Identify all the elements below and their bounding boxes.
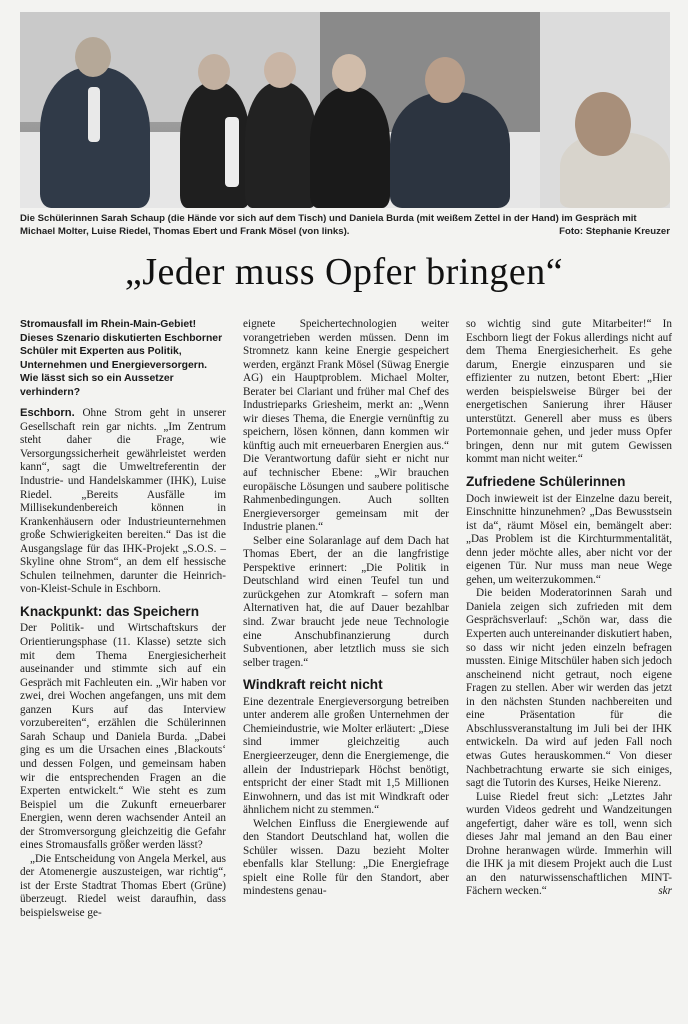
person-5: [390, 92, 510, 208]
paragraph: Welchen Einfluss die Energiewende auf den Standort Deutschland hat, wollen die Schüler wissen. Dazu bezieht Molter ebenfalls klar Stellung: „Die Energiefrage spielt eine Rolle für den Standort, aber mindestens genau-: [243, 817, 449, 898]
person-3: [245, 82, 317, 208]
subheading: Knackpunkt: das Speichern: [20, 603, 200, 619]
paragraph: eignete Speichertechnologien weiter vorangetrieben werden müssen. Denn im Stromnetz kann keine Energie gespeichert werden, ergänzt Frank Mösel (Süwag Energie AG) ein Hauptproblem. Michael Molter, Berater bei Clariant und früher mal Chef des Industrieparks Griesheim, merkt an: „Wenn wir dieses Thema, die Energie vernünftig zu speichern, lösen können, dann kommen wir künftig auch mit erneuerbaren Energien aus.“ Die Verantwortung dafür sieht er nicht nur auf technischer Ebene: „Wir brauchen europäische Lösungen und saubere politische Rahmenbedingungen. Auch sollten Energieversorger gemeinsam mit der Industrie planen.“: [243, 318, 449, 534]
caption-text: Die Schülerinnen Sarah Schaup (die Hände vor sich auf dem Tisch) und Daniela Burda (mit weißem Zettel in der Hand) im Gespräch mit Michael Molter, Luise Riedel, Thomas Ebert und Frank Mösel (von links).: [20, 213, 637, 237]
author-signature: skr: [658, 885, 672, 898]
headline: „Jeder muss Opfer bringen“: [124, 251, 564, 293]
column-1: [20, 318, 226, 921]
paragraph: Die beiden Moderatorinnen Sarah und Daniela zeigen sich zufrieden mit dem Gesprächsverlauf: „Schön war, dass die Experten auch untereinander diskutiert haben, so dass wir nicht jeden einzeln befragen mussten. Einige Mitschüler haben sich jedoch anscheinend nicht getraut, noch eigene Fragen zu stellen. Aber wir werden das jetzt in den nächsten Stunden nachbereiten und eine Präsentation für die Abschlussveranstaltung im Juli bei der IHK entwickeln. Da wird auf jeden Fall noch etwas Gutes herauskommen.“ Von dieser Nachbetrachtung erwarte sie sich einiges, sagt die Tutorin des Kurses, Heike Nierenz.: [466, 587, 672, 790]
paragraph: [466, 791, 672, 899]
person-3-head: [264, 52, 296, 88]
subheading: Zufriedene Schülerinnen: [466, 474, 626, 490]
dateline: Eschborn.: [20, 407, 75, 420]
paragraph: so wichtig sind gute Mitarbeiter!“ In Eschborn liegt der Fokus allerdings nicht auf dem Thema Energiesicherheit. Es gehe darum, Energie einzusparen und sie effizienter zu nutzen, betont Ebert: „Hier werden beispielsweise Bürger bei der energetischen Sanierung ihrer Häuser unterstützt. Generell aber muss es übers Portemonnaie gehen, und jeder muss Opfer bringen, denn nur mit gutem Gewissen kommt man nicht weiter.“: [466, 318, 672, 466]
person-2-head: [198, 54, 230, 90]
water-bottle-1: [88, 87, 100, 142]
paragraph: Selber eine Solaranlage auf dem Dach hat Thomas Ebert, der an die langfristige Perspektive erinnert: „Die Politik in Deutschland wird einen Teufel tun und zurückgehen zur Atomkraft – sofern man Alternativen hat, die auf Dauer bezahlbar sind. Zwar braucht jede neue Technologie eine Anschubfinanzierung durch Subventionen, aber letztlich muss sie sich selber tragen.“: [243, 534, 449, 669]
paragraph-text: Luise Riedel freut sich: „Letztes Jahr wurden Videos gedreht und Wandzeitungen angefertigt, daher wäre es toll, wenn sich dieses Jahr mal jemand an den Bau einer Drohne heranwagen würde. Immerhin will die IHK ja mit diesem Projekt auch die Lust an den naturwissenschaftlichen MINT-Fächern wecken.“: [466, 790, 672, 898]
paragraph-text: Ohne Strom geht in unserer Gesellschaft rein gar nichts. „Im Zentrum steht daher die Frage, wie Versorgungssicherheit gewährleistet werden kann“, sagt die Umweltreferentin der Industrie- und Handelskammer (IHK), Luise Riedel. „Bereits Ausfälle im Millisekundenbereich können in Krankenhäusern oder Industrieunternehmen große Schwierigkeiten bereiten.“ Das ist die Ausgangslage für das IHK-Projekt „S.O.S. – Skyline ohne Strom“, an dem elf hessische Schulen teilnehmen, darunter die Heinrich-von-Kleist-Schule in Eschborn.: [20, 407, 226, 596]
person-right-head: [575, 92, 631, 156]
person-4: [310, 87, 390, 208]
person-2: [180, 82, 250, 208]
water-bottle-2: [225, 117, 239, 187]
article-photo: [20, 12, 670, 208]
person-5-head: [425, 57, 465, 103]
person-4-head: [332, 54, 366, 92]
paragraph: „Die Entscheidung von Angela Merkel, aus der Atomenergie auszusteigen, war richtig“, ist der Erste Stadtrat Thomas Ebert (Grüne) überzeugt. Riedel weist daraufhin, dass beispielsweise ge-: [20, 852, 226, 919]
paragraph: Eine dezentrale Energieversorgung betreiben unter anderem alle großen Unternehmen der Chemieindustrie, wie Molter erläutert: „Diese sind immer gleichzeitig auch Energieerzeuger, denn die Energiemenge, die allein der Industriepark Höchst benötigt, entspricht der einer Stadt mit 1,5 Millionen Einwohnern, und das ist mit Windkraft oder ähnlichem nicht zu stemmen.“: [243, 695, 449, 817]
column-2: [243, 318, 449, 899]
person-left-head: [75, 37, 111, 77]
paragraph: Doch inwieweit ist der Einzelne dazu bereit, Einschnitte hinzunehmen? „Das Bewusstsein ist da“, räumt Mösel ein, bemängelt aber: „Das Problem ist die Kirchturmmentalität, denn jeder möchte alles, aber nicht vor der eigenen Tür. Nur muss man neue Wege gehen, um weiterzukommen.“: [466, 492, 672, 586]
subheading: Windkraft reicht nicht: [243, 677, 383, 693]
photo-credit: Foto: Stephanie Kreuzer: [559, 226, 670, 237]
paragraph: Der Politik- und Wirtschaftskurs der Orientierungsphase (11. Klasse) setzte sich mit dem Thema Energiesicherheit auseinander und stimmte sich auf ein Gespräch mit Fachleuten ein. „Wir haben vor zwei, drei Wochen angefangen, uns mit dem ganzen Kurs auf das Interview vorzubereiten“, erzählen die Schülerinnen Sarah Schaup und Daniela Burda. „Dabei ging es um die Ursachen eines ‚Blackouts‘ und dessen Folgen, und gemeinsam haben wir die entsprechenden Fragen an die Experten entwickelt.“ Wie steht es zum Beispiel um die Zukunft erneuerbarer Energien, wenn deren wachsender Anteil an der Stromversorgung gleichzeitig die Gefahr eines Stromausfalls größer werden lässt?: [20, 622, 226, 852]
photo-caption: [20, 212, 670, 238]
column-3: [466, 318, 672, 899]
lead-text: Stromausfall im Rhein-Main-Gebiet! Dieses Szenario diskutierten Eschborner Schüler mit Experten aus Politik, Unternehmen und Energieversorgern. Wie lässt sich so ein Aussetzer verhindern?: [20, 319, 223, 398]
paragraph: [20, 407, 226, 597]
